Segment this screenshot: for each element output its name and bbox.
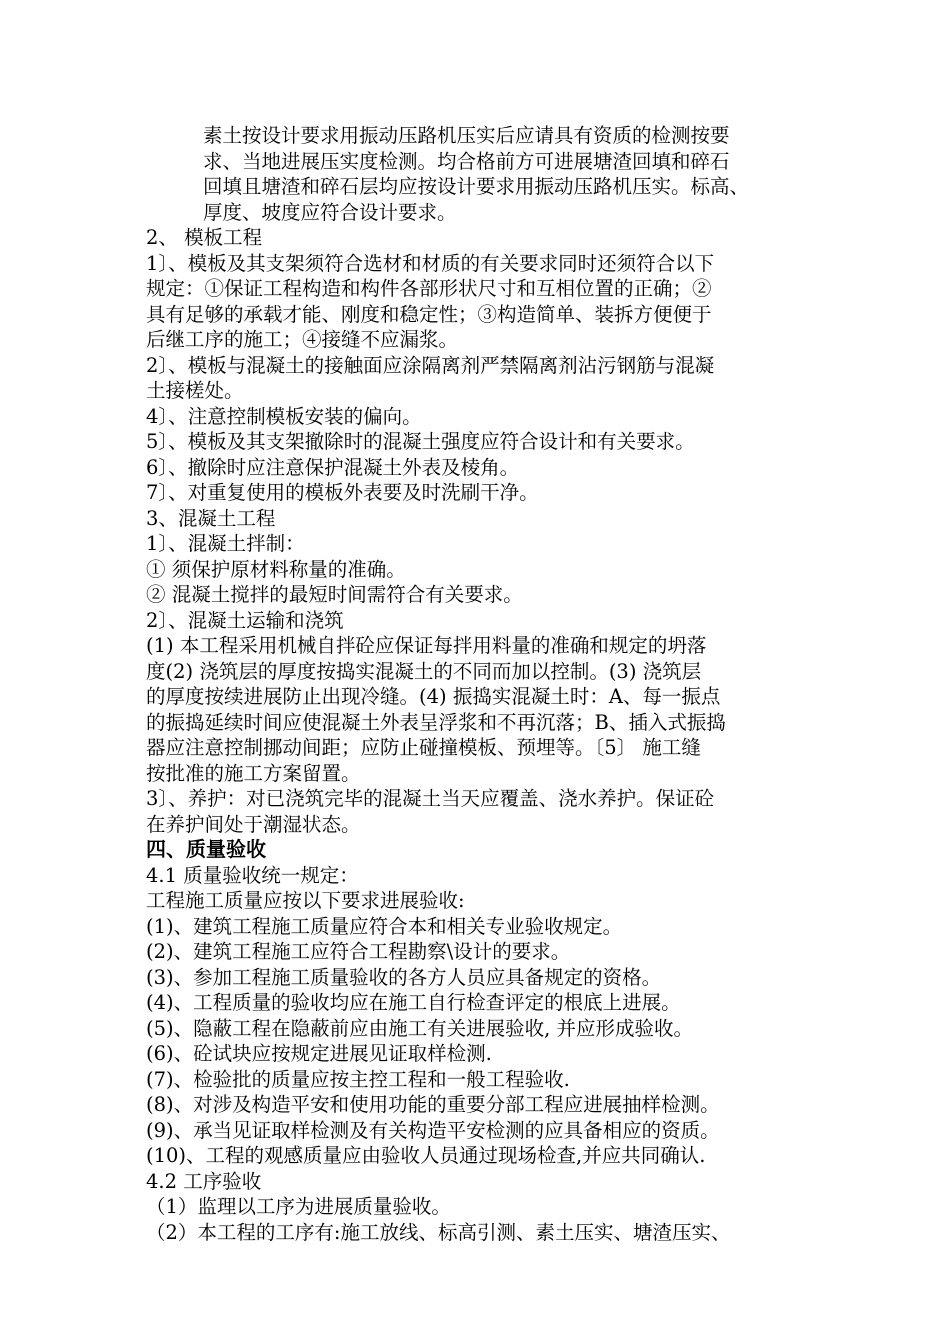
- text-line: (1)、建筑工程施工质量应符合本和相关专业验收规定。: [146, 914, 623, 938]
- text-line: 4.2 工序验收: [146, 1169, 262, 1193]
- text-line: (3)、参加工程施工质量验收的各方人员应具备规定的资格。: [146, 965, 662, 989]
- text-line: 3、混凝土工程: [146, 506, 276, 530]
- text-line: 1〕、模板及其支架须符合选材和材质的有关要求同时还须符合以下: [146, 251, 715, 275]
- text-line: 6〕、撤除时应注意保护混凝土外表及棱角。: [146, 455, 520, 479]
- text-line: ② 混凝土搅拌的最短时间需符合有关要求。: [146, 583, 523, 606]
- text-line: 4.1 质量验收统一规定：: [146, 863, 359, 887]
- intro-paragraph: [203, 123, 823, 225]
- text-line: 3〕、养护：对已浇筑完毕的混凝土当天应覆盖、浇水养护。保证砼: [146, 787, 715, 810]
- text-line: 工程施工质量应按以下要求进展验收:: [146, 889, 465, 912]
- text-line: (1) 本工程采用机械自拌砼应保证每拌用料量的准确和规定的坍落: [146, 634, 707, 657]
- text-line: 5〕、模板及其支架撤除时的混凝土强度应符合设计和有关要求。: [146, 430, 695, 453]
- text-line: (5)、隐蔽工程在隐蔽前应由施工有关进展验收, 并应形成验收。: [146, 1016, 694, 1040]
- text-line: 具有足够的承载才能、刚度和稳定性；③构造简单、装拆方便便于: [146, 302, 712, 326]
- text-line: 按批准的施工方案留置。: [146, 761, 361, 785]
- text-line: 土接槎处。: [146, 379, 244, 402]
- text-line: (8)、对涉及构造平安和使用功能的重要分部工程应进展抽样检测。: [146, 1093, 720, 1116]
- text-line: (6)、砼试块应按规定进展见证取样检测.: [146, 1042, 492, 1065]
- text-line: 厚度、坡度应符合设计要求。: [203, 200, 457, 224]
- text-line: 的振捣延续时间应使混凝土外表呈浮浆和不再沉落；B、插入式振捣: [146, 710, 726, 734]
- text-line: 的厚度按续进展防止出现冷缝。(4) 振捣实混凝土时：A、每一振点: [146, 685, 721, 708]
- text-line: (10)、工程的观感质量应由验收人员通过现场检查,并应共同确认.: [146, 1144, 706, 1167]
- text-line: 度(2) 浇筑层的厚度按捣实混凝土的不同而加以控制。(3) 浇筑层: [146, 659, 702, 683]
- text-line: 2〕、模板与混凝土的接触面应涂隔离剂严禁隔离剂沾污钢筋与混凝: [146, 353, 715, 377]
- text-line: 1〕、混凝土拌制：: [146, 532, 305, 555]
- text-line: 2〕、混凝土运输和浇筑: [146, 608, 344, 632]
- text-line: 素土按设计要求用振动压路机压实后应请具有资质的检测按要: [203, 124, 730, 147]
- text-line: 求、当地进展压实度检测。均合格前方可进展塘渣回填和碎石: [203, 149, 730, 173]
- section-heading: 四、质量验收: [146, 837, 266, 861]
- text-line: 2、 模板工程: [146, 226, 263, 249]
- text-line: 器应注意控制挪动间距；应防止碰撞模板、预埋等。〔5〕 施工缝: [146, 736, 701, 759]
- text-line: 7〕、对重复使用的模板外表要及时洗刷干净。: [146, 481, 539, 504]
- text-line: 4〕、注意控制模板安装的偏向。: [146, 404, 422, 428]
- text-line: (4)、工程质量的验收均应在施工自行检查评定的根底上进展。: [146, 991, 681, 1014]
- text-line: 在养护间处于潮湿状态。: [146, 812, 361, 836]
- text-line: ① 须保护原材料称量的准确。: [146, 557, 406, 581]
- text-line: 回填且塘渣和碎石层均应按设计要求用振动压路机压实。标高、: [203, 175, 750, 198]
- text-line: 后继工序的施工；④接缝不应漏浆。: [146, 328, 459, 351]
- text-line: 规定：①保证工程构造和构件各部形状尺寸和互相位置的正确；②: [146, 277, 712, 300]
- text-line: （1）监理以工序为进展质量验收。: [146, 1195, 451, 1218]
- body-text-1: [146, 225, 826, 1245]
- text-line: (2)、建筑工程施工应符合工程勘察\设计的要求。: [146, 940, 571, 963]
- text-line: (7)、检验批的质量应按主控工程和一般工程验收.: [146, 1067, 570, 1091]
- text-line: (9)、承当见证取样检测及有关构造平安检测的应具备相应的资质。: [146, 1118, 720, 1142]
- text-line: （2）本工程的工序有:施工放线、标高引测、素土压实、塘渣压实、: [146, 1220, 731, 1244]
